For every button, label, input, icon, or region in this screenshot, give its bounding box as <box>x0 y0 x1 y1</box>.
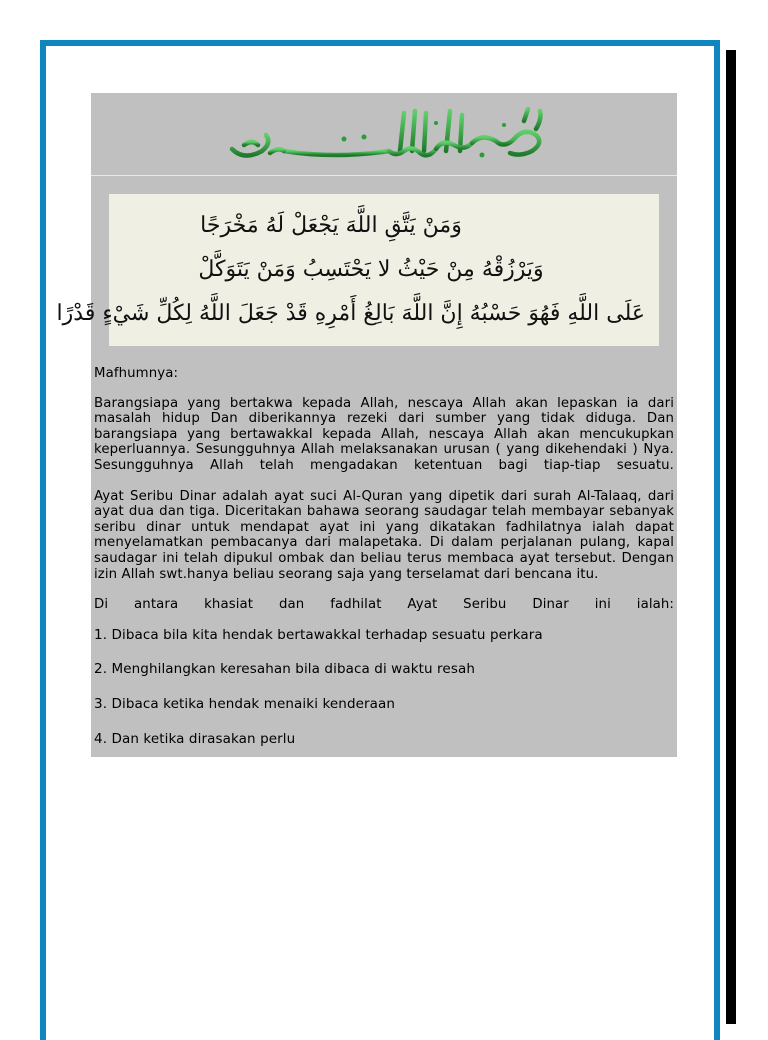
verse-line-3: عَلَى اللَّهِ فَهُوَ حَسْبُهُ إِنَّ اللَّهَ بَالِغُ أَمْرِهِ قَدْ جَعَلَ اللَّهُ لِكُلِّ شَيْءٍ قَدْرًا <box>56 301 645 326</box>
bismillah-calligraphy <box>91 93 677 176</box>
meaning-heading: Mafhumnya: <box>94 366 179 381</box>
article-text <box>91 346 677 757</box>
frame-shadow <box>726 50 736 1024</box>
content-panel <box>56 93 677 757</box>
verse-line-1: وَمَنْ يَتَّقِ اللَّهَ يَجْعَلْ لَهُ مَخْرَجًا <box>200 213 462 238</box>
benefits-intro: Di antara khasiat dan fadhilat Ayat Seribu Dinar ini ialah: <box>94 597 674 613</box>
meaning-paragraph: Barangsiapa yang bertakwa kepada Allah, nescaya Allah akan lepaskan ia dari masalah hidup Dan diberikannya rezeki dari sumber yang tidak diduga. Dan barangsiapa yang bertawakkal kepada Allah, nescaya Allah akan mencukupkan keperluannya. Sesungguhnya Allah melaksanakan urusan ( yang dikehendaki ) Nya. Sesungguhnya Allah telah mengadakan ketentuan bagi tiap-tiap sesuatu. <box>94 395 674 473</box>
benefit-item-4: 4. Dan ketika dirasakan perlu <box>94 730 296 747</box>
benefit-item-1: 1. Dibaca bila kita hendak bertawakkal terhadap sesuatu perkara <box>94 626 543 643</box>
bismillah-calligraphy-image <box>214 99 554 169</box>
about-paragraph: Ayat Seribu Dinar adalah ayat suci Al-Quran yang dipetik dari surah Al-Talaaq, dari ayat dua dan tiga. Diceritakan bahawa seorang saudagar telah membayar sebanyak seribu dinar untuk mendapat ayat ini yang dikatakan fadhilatnya ialah dapat menyelamatkan pembacanya dari malapetaka. Di dalam perjalanan pulang, kapal saudagar ini telah dipukul ombak dan beliau terus membaca ayat tersebut. Dengan izin Allah swt.hanya beliau seorang saja yang terselamat dari bencana itu. <box>94 488 674 582</box>
quran-verse-box <box>56 194 659 346</box>
benefit-item-2: 2. Menghilangkan keresahan bila dibaca di waktu resah <box>94 661 475 678</box>
benefit-item-3: 3. Dibaca ketika hendak menaiki kenderaan <box>94 695 396 712</box>
verse-line-2: وَيَرْزُقْهُ مِنْ حَيْثُ لا يَحْتَسِبُ وَمَنْ يَتَوَكَّلْ <box>198 257 544 282</box>
